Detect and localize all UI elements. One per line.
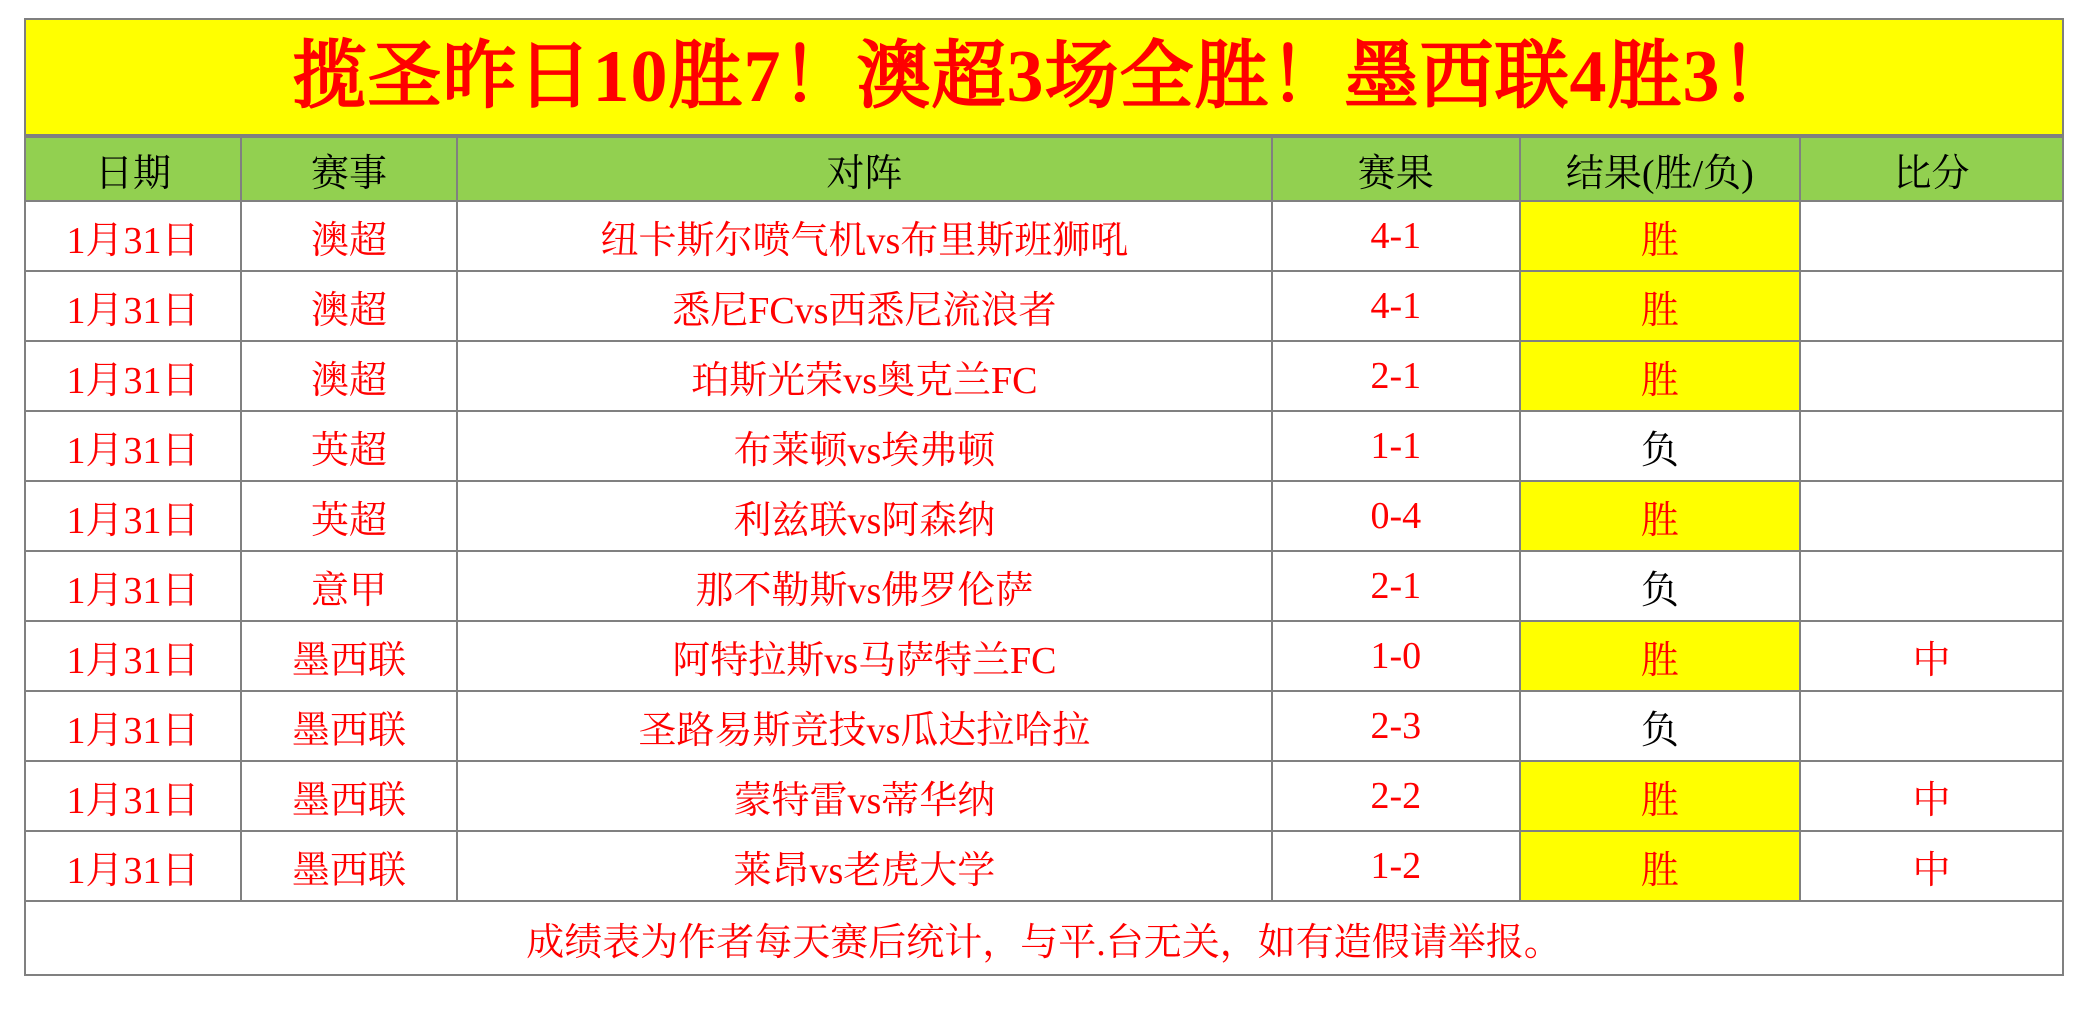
cell-match: 圣路易斯竞技vs瓜达拉哈拉 bbox=[457, 691, 1272, 761]
cell-extra bbox=[1800, 271, 2063, 341]
cell-result: 胜 bbox=[1520, 201, 1800, 271]
table-row bbox=[25, 271, 2063, 341]
cell-extra: 中 bbox=[1800, 831, 2063, 901]
cell-match: 纽卡斯尔喷气机vs布里斯班狮吼 bbox=[457, 201, 1272, 271]
cell-score: 4-1 bbox=[1272, 201, 1520, 271]
cell-league: 英超 bbox=[241, 411, 457, 481]
cell-league: 意甲 bbox=[241, 551, 457, 621]
cell-extra bbox=[1800, 341, 2063, 411]
cell-score: 4-1 bbox=[1272, 271, 1520, 341]
cell-extra: 中 bbox=[1800, 761, 2063, 831]
table-row bbox=[25, 551, 2063, 621]
cell-date: 1月31日 bbox=[25, 621, 241, 691]
cell-score: 0-4 bbox=[1272, 481, 1520, 551]
cell-result: 负 bbox=[1520, 551, 1800, 621]
table-row bbox=[25, 621, 2063, 691]
footnote-text: 成绩表为作者每天赛后统计，与平.台无关，如有造假请举报。 bbox=[25, 901, 2063, 975]
cell-match: 莱昂vs老虎大学 bbox=[457, 831, 1272, 901]
cell-score: 2-1 bbox=[1272, 341, 1520, 411]
cell-result: 负 bbox=[1520, 691, 1800, 761]
cell-league: 澳超 bbox=[241, 341, 457, 411]
results-table bbox=[24, 136, 2064, 976]
table-footer bbox=[25, 901, 2063, 975]
column-header-extra: 比分 bbox=[1800, 137, 2063, 201]
headline-banner bbox=[24, 18, 2064, 136]
table-row bbox=[25, 761, 2063, 831]
cell-league: 墨西联 bbox=[241, 831, 457, 901]
cell-league: 英超 bbox=[241, 481, 457, 551]
cell-date: 1月31日 bbox=[25, 271, 241, 341]
column-header-result: 结果(胜/负) bbox=[1520, 137, 1800, 201]
cell-score: 2-1 bbox=[1272, 551, 1520, 621]
table-row bbox=[25, 201, 2063, 271]
cell-extra bbox=[1800, 481, 2063, 551]
cell-extra bbox=[1800, 691, 2063, 761]
cell-date: 1月31日 bbox=[25, 761, 241, 831]
cell-match: 阿特拉斯vs马萨特兰FC bbox=[457, 621, 1272, 691]
cell-score: 1-0 bbox=[1272, 621, 1520, 691]
cell-result: 胜 bbox=[1520, 481, 1800, 551]
cell-result: 胜 bbox=[1520, 831, 1800, 901]
cell-date: 1月31日 bbox=[25, 691, 241, 761]
cell-extra bbox=[1800, 411, 2063, 481]
cell-date: 1月31日 bbox=[25, 411, 241, 481]
cell-result: 胜 bbox=[1520, 621, 1800, 691]
cell-extra: 中 bbox=[1800, 621, 2063, 691]
cell-date: 1月31日 bbox=[25, 551, 241, 621]
cell-league: 墨西联 bbox=[241, 621, 457, 691]
cell-date: 1月31日 bbox=[25, 831, 241, 901]
cell-score: 1-2 bbox=[1272, 831, 1520, 901]
table-row bbox=[25, 481, 2063, 551]
cell-result: 胜 bbox=[1520, 761, 1800, 831]
cell-result: 负 bbox=[1520, 411, 1800, 481]
column-header-league: 赛事 bbox=[241, 137, 457, 201]
cell-date: 1月31日 bbox=[25, 341, 241, 411]
table-body bbox=[25, 201, 2063, 901]
cell-result: 胜 bbox=[1520, 341, 1800, 411]
cell-league: 澳超 bbox=[241, 201, 457, 271]
cell-score: 2-3 bbox=[1272, 691, 1520, 761]
column-header-score: 赛果 bbox=[1272, 137, 1520, 201]
header-row bbox=[25, 137, 2063, 201]
cell-league: 墨西联 bbox=[241, 761, 457, 831]
cell-match: 蒙特雷vs蒂华纳 bbox=[457, 761, 1272, 831]
cell-match: 珀斯光荣vs奥克兰FC bbox=[457, 341, 1272, 411]
cell-league: 墨西联 bbox=[241, 691, 457, 761]
cell-extra bbox=[1800, 201, 2063, 271]
table-row bbox=[25, 831, 2063, 901]
cell-match: 布莱顿vs埃弗顿 bbox=[457, 411, 1272, 481]
table-row bbox=[25, 411, 2063, 481]
cell-score: 2-2 bbox=[1272, 761, 1520, 831]
cell-league: 澳超 bbox=[241, 271, 457, 341]
cell-extra bbox=[1800, 551, 2063, 621]
cell-date: 1月31日 bbox=[25, 481, 241, 551]
cell-date: 1月31日 bbox=[25, 201, 241, 271]
cell-match: 那不勒斯vs佛罗伦萨 bbox=[457, 551, 1272, 621]
footnote-row bbox=[25, 901, 2063, 975]
cell-result: 胜 bbox=[1520, 271, 1800, 341]
cell-match: 悉尼FCvs西悉尼流浪者 bbox=[457, 271, 1272, 341]
column-header-date: 日期 bbox=[25, 137, 241, 201]
cell-match: 利兹联vs阿森纳 bbox=[457, 481, 1272, 551]
headline-text: 揽圣昨日10胜7！澳超3场全胜！墨西联4胜3！ bbox=[292, 36, 1796, 118]
table-header bbox=[25, 137, 2063, 201]
column-header-match: 对阵 bbox=[457, 137, 1272, 201]
table-row bbox=[25, 341, 2063, 411]
cell-score: 1-1 bbox=[1272, 411, 1520, 481]
table-row bbox=[25, 691, 2063, 761]
